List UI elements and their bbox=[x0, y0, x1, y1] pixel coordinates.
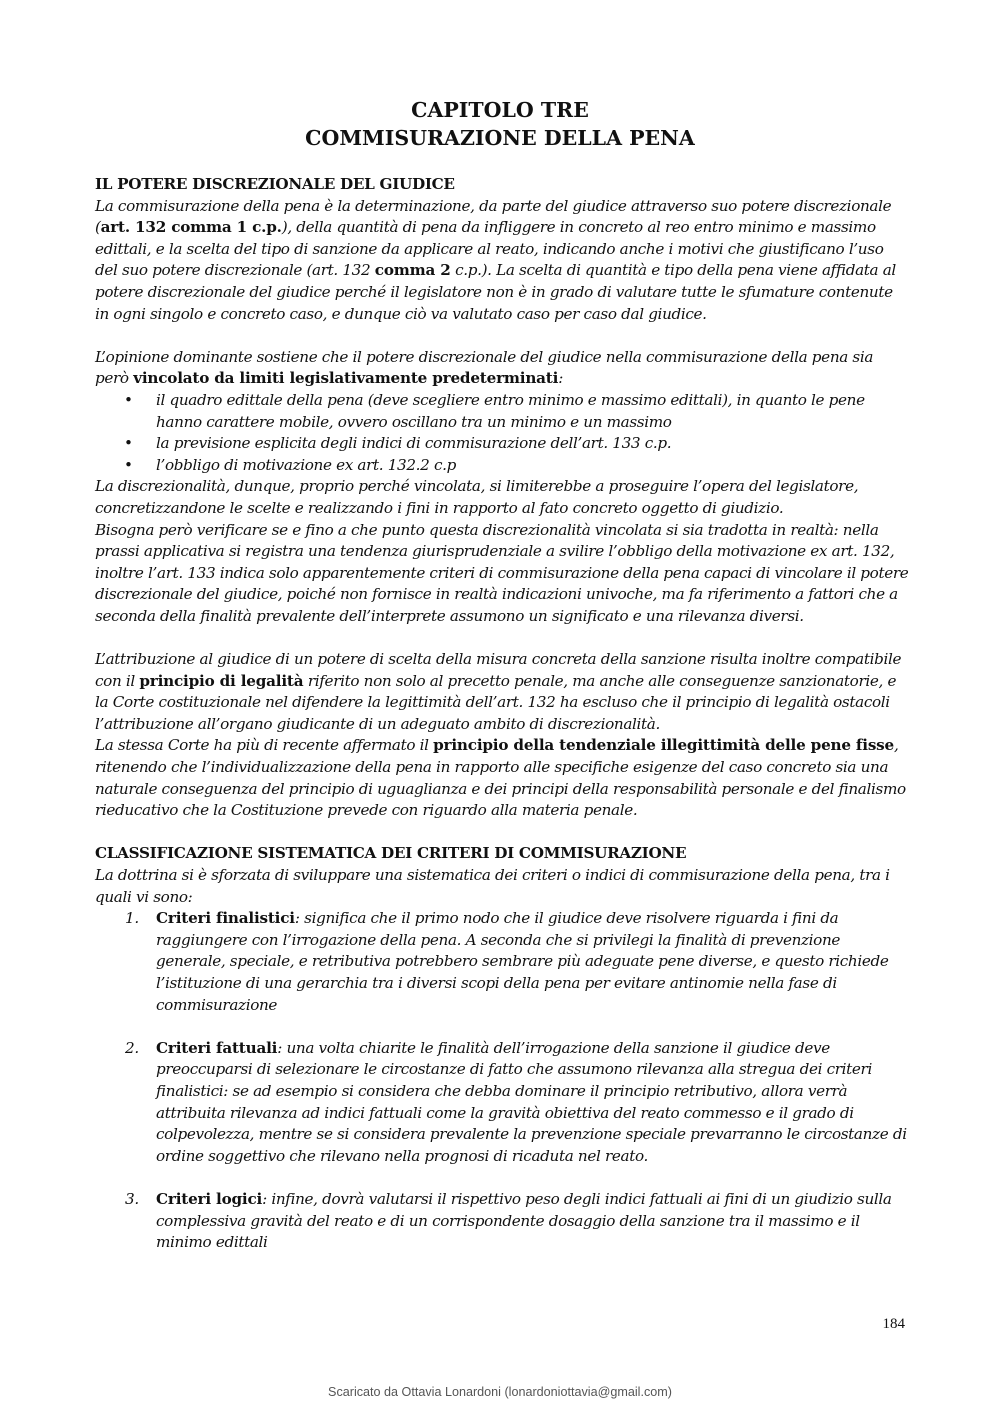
list-item-text: l’obbligo di motivazione ex art. 132.2 c.p bbox=[156, 455, 456, 474]
section-heading-classificazione: CLASSIFICAZIONE SISTEMATICA DEI CRITERI DI COMMISURAZIONE bbox=[95, 844, 687, 863]
chapter-label: CAPITOLO TRE bbox=[411, 98, 589, 122]
criterion-text: : infine, dovrà valutarsi il rispettivo peso degli indici fattuali ai fini di un giudizio sulla complessiva gravità del reato e di un corrispondente dosaggio della sanzione tra il massimo e il minimo edittali bbox=[156, 1189, 892, 1252]
paragraph-gap bbox=[95, 627, 910, 649]
list-item bbox=[95, 908, 910, 1016]
list-item-text: la previsione esplicita degli indici di commisurazione dell’art. 133 c.p. bbox=[156, 434, 672, 453]
paragraph-gap bbox=[95, 325, 910, 347]
criterion-title: Criteri finalistici bbox=[156, 909, 295, 928]
criterion-text: : significa che il primo nodo che il giudice deve risolvere riguarda i fini da raggiungere con l’irrogazione della pena. A seconda che si privilegi la finalità di prevenzione generale, speciale, e retributiva potrebbero sembrare più adeguate pene diverse, e questo richiede l’istituzione di una gerarchia tra i diversi scopi della pena per evitare antinomie nella fase di commisurazione bbox=[156, 909, 889, 1014]
paragraph-corte bbox=[95, 735, 910, 821]
section-heading-potere: IL POTERE DISCREZIONALE DEL GIUDICE bbox=[95, 175, 455, 193]
list-item bbox=[95, 1038, 910, 1168]
bold-phrase: principio della tendenziale illegittimità delle pene fisse bbox=[433, 736, 894, 755]
bullet-marker: • bbox=[124, 434, 133, 453]
text-span: c.p.). La scelta di quantità e tipo della pena viene affidata al potere discrezionale del giudice perché il legislatore non è in grado di valutare tutte le sfumature contenute in ogni singolo e concreto caso, e dunque ciò va valutato caso per caso dal giudice. bbox=[95, 261, 896, 323]
paragraph-commisurazione bbox=[95, 196, 910, 326]
text-span: riferito non solo al precetto penale, ma anche alle conseguenze sanzionatorie, e la Corte costituzionale nel difendere la legittimità dell’art. 132 ha escluso che il principio di legalità ostacoli l’attribuzione all’organo giudicante di un adeguato ambito di discrezionalità. bbox=[95, 671, 897, 733]
text-span: , ritenendo che l’individualizzazione della pena in rapporto alle specifiche esigenze del caso concreto sia una naturale conseguenza del principio di uguaglianza e dei principi della responsabilità personale e del finalismo rieducativo che la Costituzione prevede con riguardo alla materia penale. bbox=[95, 736, 906, 820]
text-span: L’opinione dominante sostiene che il potere discrezionale del giudice nella commisurazione della pena sia però bbox=[95, 347, 874, 388]
limits-list bbox=[95, 390, 910, 476]
bold-phrase: vincolato da limiti legislativamente predeterminati bbox=[133, 369, 559, 388]
paragraph-discrezionalita: La discrezionalità, dunque, proprio perché vincolata, si limiterebbe a proseguire l’opera del legislatore, concretizzandone le scelte e realizzando i fini in rapporto al fato concreto oggetto di giudizio. bbox=[95, 477, 859, 517]
paragraph-verifica: Bisogna però verificare se e fino a che punto questa discrezionalità vincolata si sia tradotta in realtà: nella prassi applicativa si registra una tendenza giurisprudenziale a svilire l’obbligo della motivazione ex art. 132, inoltre l’art. 133 indica solo apparentemente criteri di commisurazione della pena capaci di vincolare il potere discrezionale del giudice, poiché non fornisce in realtà indicazioni univoche, ma fa riferimento a fattori che a seconda della finalità prevalente dell’interprete assumono un significato e una rilevanza diversi. bbox=[95, 520, 909, 625]
chapter-title: COMMISURAZIONE DELLA PENA bbox=[305, 126, 695, 150]
paragraph-gap bbox=[95, 1016, 910, 1038]
list-item bbox=[95, 390, 910, 433]
text-span: L’attribuzione al giudice di un potere di scelta della misura concreta della sanzione risulta inoltre compatibile con il bbox=[95, 650, 902, 690]
bold-reference: comma 2 bbox=[374, 261, 451, 280]
list-item bbox=[95, 433, 910, 455]
download-footer: Scaricato da Ottavia Lonardoni (lonardoniottavia@gmail.com) bbox=[328, 1385, 672, 1399]
text-span: ), della quantità di pena da infliggere in concreto al reo entro minimo e massimo edittali, e la scelta del tipo di sanzione da applicare al reato, indicando anche i motivi che giustificano l’uso del suo potere discrezionale (art. 132 bbox=[95, 218, 884, 280]
text-span: : bbox=[558, 369, 563, 388]
paragraph-gap bbox=[95, 1167, 910, 1189]
paragraph-attribuzione bbox=[95, 649, 910, 735]
list-item bbox=[95, 455, 910, 477]
page-number: 184 bbox=[882, 1316, 905, 1332]
list-number: 1. bbox=[125, 909, 139, 928]
list-number: 3. bbox=[125, 1189, 139, 1208]
paragraph-dottrina: La dottrina si è sforzata di sviluppare una sistematica dei criteri o indici di commisurazione della pena, tra i quali vi sono: bbox=[95, 866, 890, 906]
bullet-marker: • bbox=[124, 455, 133, 474]
criterion-text: : una volta chiarite le finalità dell’irrogazione della sanzione il giudice deve preoccuparsi di selezionare le circostanze di fatto che assumono rilevanza alla stregua dei criteri finalistici: se ad esempio si considera che debba dominare il principio retributivo, allora verrà attribuita rilevanza ad indici fattuali come la gravità obiettiva del reato commesso e il grado di colpevolezza, mentre se si considera prevalente la prevenzione speciale prevarranno le circostanze di ordine soggettivo che rilevano nella prognosi di ricaduta nel reato. bbox=[156, 1038, 907, 1165]
bold-reference: art. 132 comma 1 c.p. bbox=[100, 218, 282, 237]
criteria-list bbox=[95, 908, 910, 1254]
list-item bbox=[95, 1189, 910, 1254]
bullet-marker: • bbox=[124, 390, 133, 409]
paragraph-opinione bbox=[95, 347, 910, 390]
list-item-text: il quadro edittale della pena (deve scegliere entro minimo e massimo edittali), in quanto le pene hanno carattere mobile, ovvero oscillano tra un minimo e un massimo bbox=[156, 390, 865, 431]
list-number: 2. bbox=[125, 1038, 139, 1057]
text-span: La stessa Corte ha più di recente affermato il bbox=[95, 736, 434, 755]
bold-phrase: principio di legalità bbox=[139, 671, 304, 690]
criterion-title: Criteri logici bbox=[156, 1189, 263, 1208]
criterion-title: Criteri fattuali bbox=[156, 1038, 278, 1057]
paragraph-gap bbox=[95, 822, 910, 844]
document-body bbox=[95, 174, 910, 1254]
text-span: La commisurazione della pena è la determinazione, da parte del giudice attraverso suo potere discrezionale ( bbox=[95, 196, 892, 237]
